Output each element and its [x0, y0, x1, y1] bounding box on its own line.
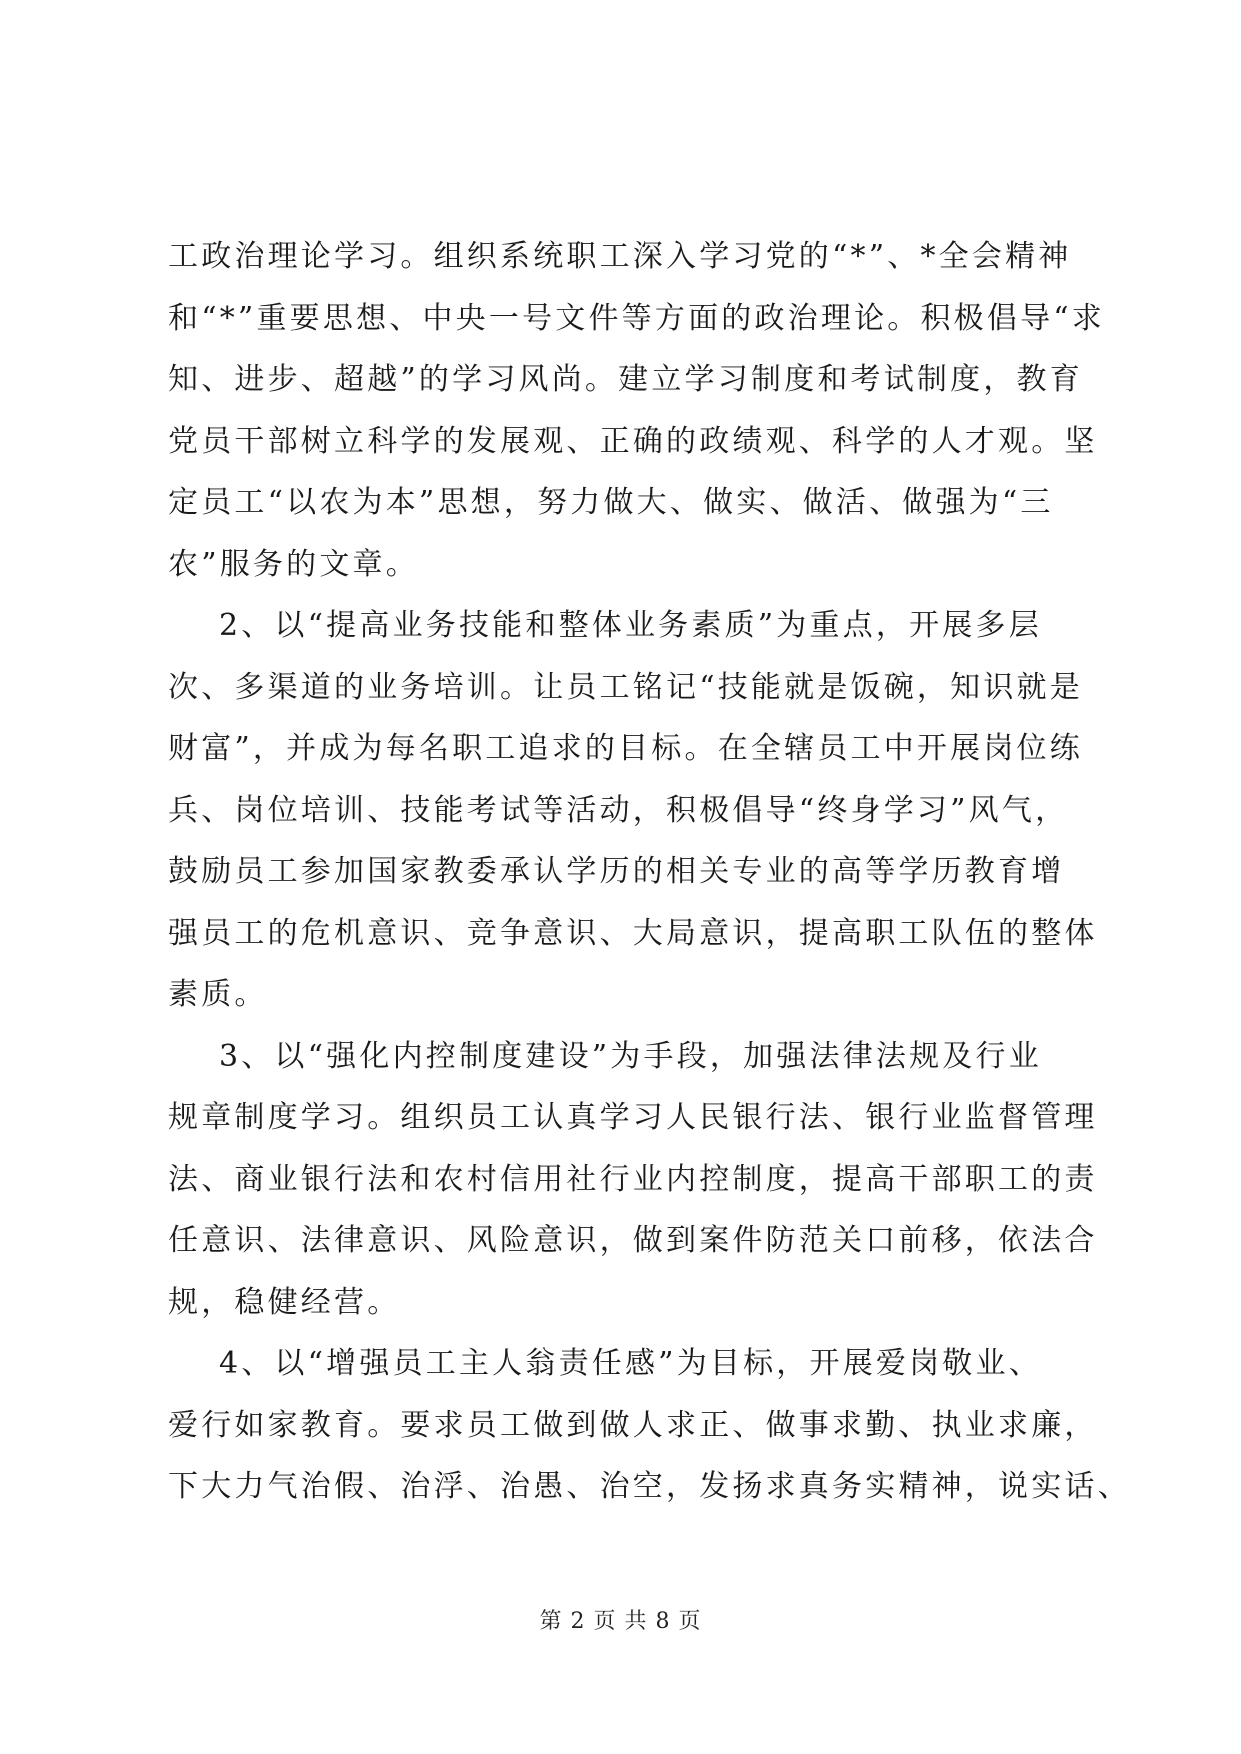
text-line: 任意识、法律意识、风险意识，做到案件防范关口前移，依法合 [168, 1223, 1098, 1258]
text-line: 农”服务的文章。 [168, 546, 419, 582]
text-line: 鼓励员工参加国家教委承认学历的相关专业的高等学历教育增 [168, 854, 1065, 889]
text-line: 素质。 [168, 977, 268, 1012]
text-line: 强员工的危机意识、竞争意识、大局意识，提高职工队伍的整体 [168, 915, 1098, 951]
text-line: 知、进步、超越”的学习风尚。建立学习制度和考试制度，教育 [168, 362, 1083, 397]
page-number-footer: 第 2 页 共 8 页 [539, 1609, 702, 1634]
text-line: 下大力气治假、治浮、治愚、治空，发扬求真务实精神，说实话、 [168, 1469, 1131, 1504]
text-line: 工政治理论学习。组织系统职工深入学习党的“*”、*全会精神 [168, 239, 1072, 274]
text-line: 定员工“以农为本”思想，努力做大、做实、做活、做强为“三 [168, 485, 1054, 520]
text-line: 2、以“提高业务技能和整体业务素质”为重点，开展多层 [168, 608, 1042, 643]
text-line: 3、以“强化内控制度建设”为手段，加强法律法规及行业 [168, 1038, 1042, 1074]
text-line: 规章制度学习。组织员工认真学习人民银行法、银行业监督管理 [168, 1100, 1098, 1135]
text-line: 4、以“增强员工主人翁责任感”为目标，开展爱岗敬业、 [168, 1346, 1042, 1381]
text-line: 兵、岗位培训、技能考试等活动，积极倡导“终身学习”风气， [168, 792, 1069, 828]
text-line: 党员干部树立科学的发展观、正确的政绩观、科学的人才观。坚 [168, 423, 1098, 459]
body-text [168, 226, 1131, 1518]
text-line: 次、多渠道的业务培训。让员工铭记“技能就是饭碗，知识就是 [168, 669, 1083, 705]
text-line: 爱行如家教育。要求员工做到做人求正、做事求勤、执业求廉， [168, 1407, 1098, 1443]
text-line: 和“*”重要思想、中央一号文件等方面的政治理论。积极倡导“求 [168, 300, 1106, 336]
text-line: 法、商业银行法和农村信用社行业内控制度，提高干部职工的责 [168, 1161, 1098, 1197]
text-line: 财富”，并成为每名职工追求的目标。在全辖员工中开展岗位练 [168, 731, 1083, 766]
text-line: 规，稳健经营。 [168, 1284, 401, 1320]
